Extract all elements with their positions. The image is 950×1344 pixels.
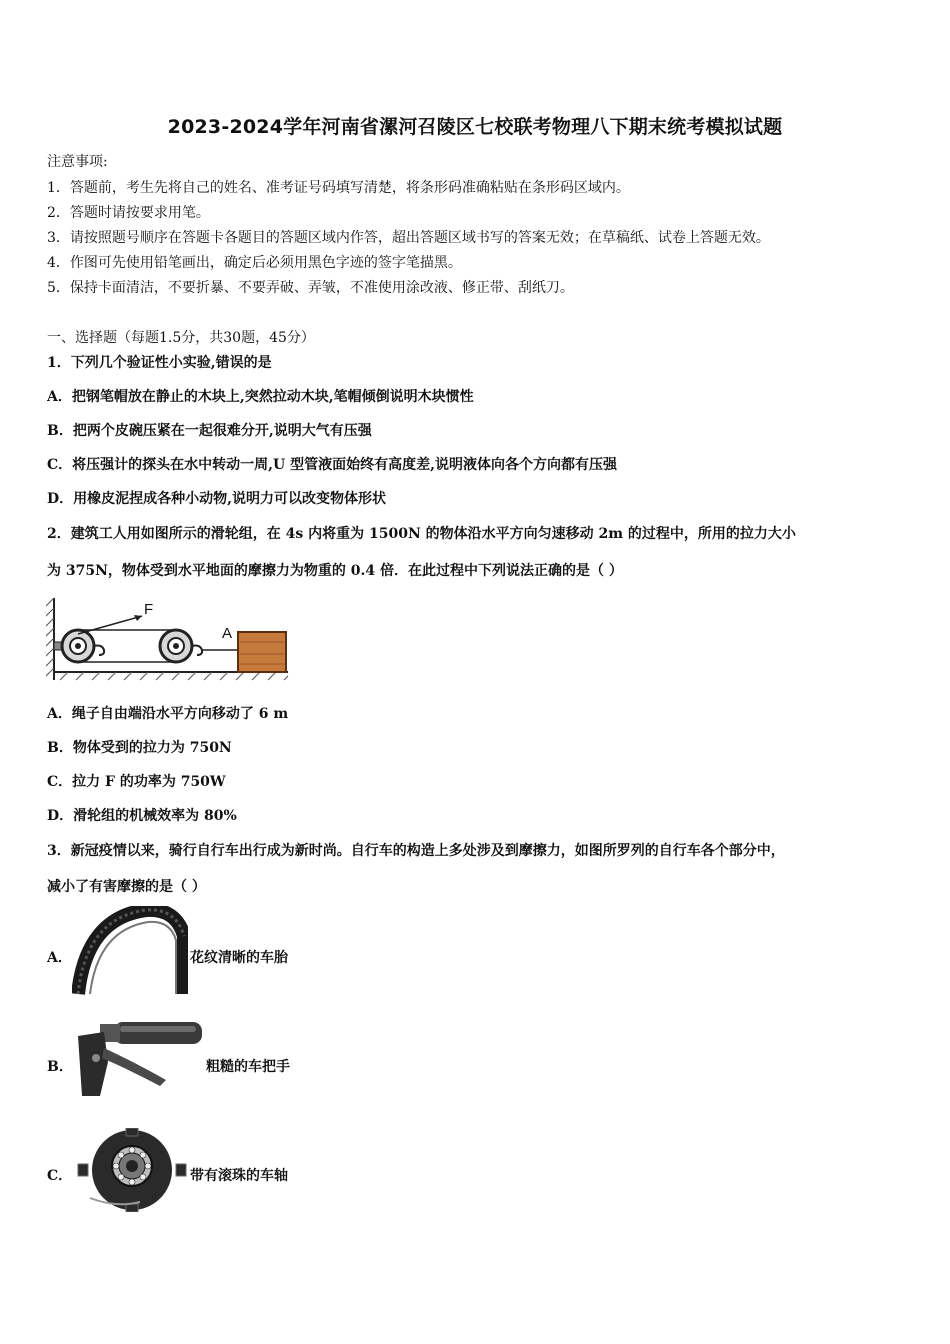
notice-item: 4．作图可先使用铅笔画出，确定后必须用黑色字迹的签字笔描黑。 (47, 255, 462, 271)
notice-heading: 注意事项: (47, 154, 108, 170)
question-3-option-c-text: 带有滚珠的车轴 (190, 1168, 288, 1184)
question-2-stem-line2: 为 375N，物体受到水平地面的摩擦力为物重的 0.4 倍．在此过程中下列说法正确的是（ ） (47, 563, 623, 579)
question-3-option-c-letter: C． (47, 1168, 73, 1184)
question-3-option-b-letter: B． (47, 1059, 73, 1075)
page-title: 2023-2024学年河南省漯河召陵区七校联考物理八下期末统考模拟试题 (167, 116, 783, 138)
question-2-option-c: C．拉力 F 的功率为 750W (47, 774, 226, 790)
question-2-option-a: A．绳子自由端沿水平方向移动了 6 m (47, 706, 289, 722)
bicycle-hub-bearing-image (76, 1128, 188, 1212)
notice-item: 1．答题前，考生先将自己的姓名、准考证号码填写清楚，将条形码准确粘贴在条形码区域内。 (47, 180, 630, 196)
section-heading: 一、选择题（每题1.5分，共30题，45分） (47, 330, 315, 346)
question-2-option-b: B．物体受到的拉力为 750N (47, 740, 232, 756)
question-2-option-d: D．滑轮组的机械效率为 80% (47, 808, 237, 824)
question-3-stem-line2: 减小了有害摩擦的是（ ） (47, 879, 206, 895)
question-1-stem: 1．下列几个验证性小实验,错误的是 (47, 355, 272, 371)
question-1-option-c: C．将压强计的探头在水中转动一周,U 型管液面始终有高度差,说明液体向各个方向都有压强 (47, 457, 617, 473)
point-label: A (222, 625, 233, 642)
question-1-option-b: B．把两个皮碗压紧在一起很难分开,说明大气有压强 (47, 423, 372, 439)
question-1-option-d: D．用橡皮泥捏成各种小动物,说明力可以改变物体形状 (47, 491, 387, 507)
bicycle-tire-image (72, 906, 188, 996)
question-3-stem-line1: 3．新冠疫情以来，骑行自行车出行成为新时尚。自行车的构造上多处涉及到摩擦力，如图所罗列的自行车各个部分中， (47, 843, 785, 859)
question-3-option-a-text: 花纹清晰的车胎 (190, 950, 288, 966)
question-1-option-a: A．把钢笔帽放在静止的木块上,突然拉动木块,笔帽倾倒说明木块惯性 (47, 389, 474, 405)
bicycle-handlebar-image (74, 1018, 204, 1100)
pulley-system-figure (46, 594, 290, 686)
question-3-option-b-text: 粗糙的车把手 (206, 1059, 290, 1075)
notice-item: 3．请按照题号顺序在答题卡各题目的答题区域内作答，超出答题区域书写的答案无效；在草稿纸、试卷上答题无效。 (47, 230, 770, 246)
question-2-stem-line1: 2．建筑工人用如图所示的滑轮组，在 4s 内将重为 1500N 的物体沿水平方向匀速移动 2m 的过程中，所用的拉力大小 (47, 526, 796, 542)
notice-item: 5．保持卡面清洁，不要折暴、不要弄破、弄皱，不准使用涂改液、修正带、刮纸刀。 (47, 280, 574, 296)
force-label: F (144, 601, 154, 618)
notice-item: 2．答题时请按要求用笔。 (47, 205, 210, 221)
question-3-option-a-letter: A． (47, 950, 72, 966)
